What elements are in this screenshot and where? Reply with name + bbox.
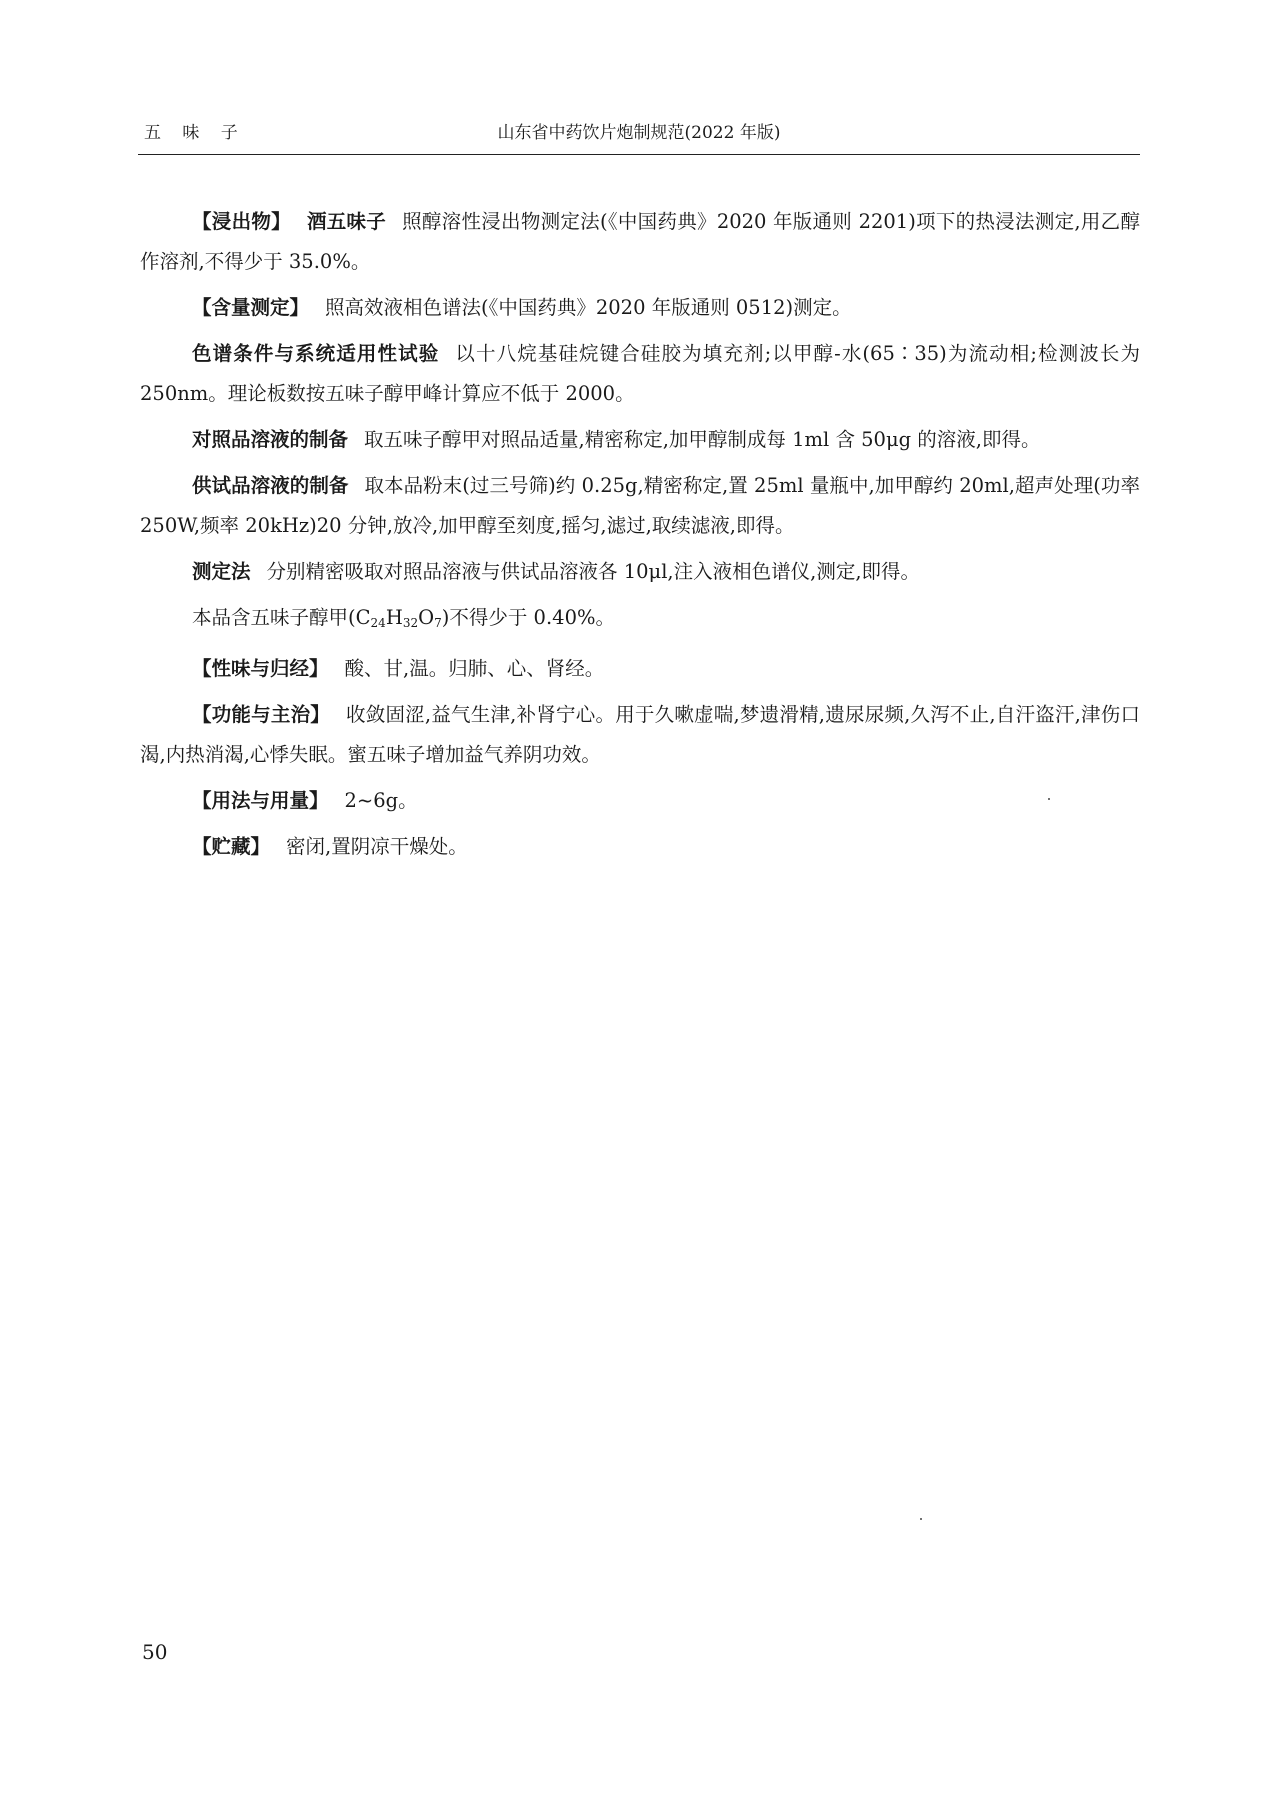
reference-solution-section xyxy=(140,420,1140,460)
page-body xyxy=(140,202,1140,873)
running-header xyxy=(138,118,1140,155)
assay-label: 【含量测定】 xyxy=(192,296,310,319)
assay-section xyxy=(140,288,1140,328)
scan-speck xyxy=(1048,798,1050,800)
method-text: 分别精密吸取对照品溶液与供试品溶液各 10μl,注入液相色谱仪,测定,即得。 xyxy=(266,560,921,583)
formula-h: H xyxy=(385,606,403,629)
content-prefix: 本品含五味子醇甲(C xyxy=(192,606,371,629)
assay-text: 照高效液相色谱法(《中国药典》2020 年版通则 0512)测定。 xyxy=(325,296,852,319)
method-section xyxy=(140,552,1140,592)
extract-sub-label: 酒五味子 xyxy=(306,210,387,233)
reference-solution-text: 取五味子醇甲对照品适量,精密称定,加甲醇制成每 1ml 含 50μg 的溶液,即得。 xyxy=(364,428,1041,451)
page-number: 50 xyxy=(142,1640,168,1664)
extract-section xyxy=(140,202,1140,282)
function-section xyxy=(140,695,1140,775)
reference-solution-label: 对照品溶液的制备 xyxy=(192,428,349,451)
formula-sub-h: 32 xyxy=(402,616,419,630)
method-label: 测定法 xyxy=(192,560,251,583)
usage-section xyxy=(140,781,1140,821)
formula-sub-o: 7 xyxy=(434,616,442,630)
header-book-title: 山东省中药饮片炮制规范(2022 年版) xyxy=(497,123,781,143)
chromatography-label: 色谱条件与系统适用性试验 xyxy=(192,342,440,365)
usage-label: 【用法与用量】 xyxy=(192,789,329,812)
content-suffix: )不得少于 0.40%。 xyxy=(441,606,616,629)
test-solution-section xyxy=(140,466,1140,546)
extract-text: 照醇溶性浸出物测定法(《中国药典》2020 年版通则 2201)项下的热浸法测定,用乙醇作溶剂,不得少于 35.0%。 xyxy=(140,210,1140,273)
usage-text: 2~6g。 xyxy=(344,789,418,812)
function-text: 收敛固涩,益气生津,补肾宁心。用于久嗽虚喘,梦遗滑精,遗尿尿频,久泻不止,自汗盗汗,津伤口渴,内热消渴,心悸失眠。蜜五味子增加益气养阴功效。 xyxy=(140,703,1140,766)
storage-section xyxy=(140,827,1140,867)
header-herb-name: 五 味 子 xyxy=(144,123,246,143)
nature-section xyxy=(140,649,1140,689)
test-solution-text: 取本品粉末(过三号筛)约 0.25g,精密称定,置 25ml 量瓶中,加甲醇约 20ml,超声处理(功率 250W,频率 20kHz)20 分钟,放冷,加甲醇至刻度,摇匀,滤过,取续滤液,即得。 xyxy=(140,474,1140,537)
function-label: 【功能与主治】 xyxy=(192,703,331,726)
test-solution-label: 供试品溶液的制备 xyxy=(192,474,349,497)
storage-text: 密闭,置阴凉干燥处。 xyxy=(286,835,468,858)
scan-speck xyxy=(920,1518,922,1520)
extract-label: 【浸出物】 xyxy=(192,210,291,233)
storage-label: 【贮藏】 xyxy=(192,835,271,858)
formula-sub-c: 24 xyxy=(370,616,386,630)
chromatography-section xyxy=(140,334,1140,414)
chromatography-text: 以十八烷基硅烷键合硅胶为填充剂;以甲醇-水(65∶35)为流动相;检测波长为 250nm。理论板数按五味子醇甲峰计算应不低于 2000。 xyxy=(140,342,1140,405)
nature-text: 酸、甘,温。归肺、心、肾经。 xyxy=(344,657,605,680)
nature-label: 【性味与归经】 xyxy=(192,657,329,680)
formula-o: O xyxy=(418,606,435,629)
content-limit xyxy=(140,598,1140,643)
